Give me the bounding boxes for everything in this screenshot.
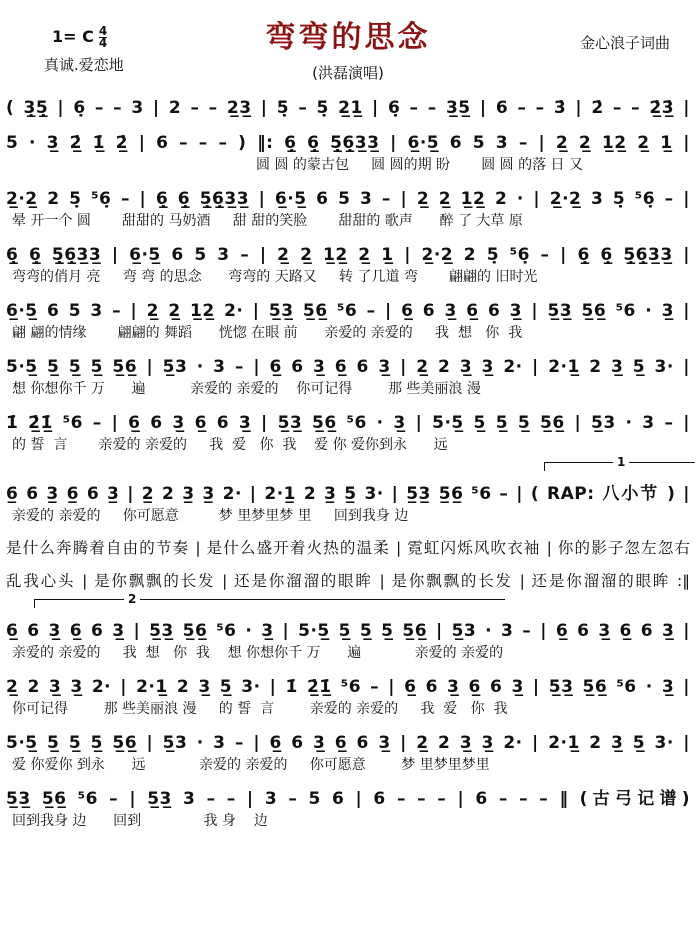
music-line: 5 · 3̲ 2̲̇ 1̲̇ 2̲̇ | 6 – – – ) ‖: 6̲̣ 6̲̣ 5̲̣6̲̣3̲3̲ | 6̲·5̲ 6 5 3 – | 2̲ 2̲ 1̲2̲ 2̲ 1̲ | xyxy=(6,133,690,153)
song-title: 弯弯的思念 xyxy=(265,20,431,55)
volta-bracket-line xyxy=(34,599,505,608)
rap-lyric-line: 乱我心头 | 是你飘飘的长发 | 还是你溜溜的眼眸 | 是你飘飘的长发 | 还是你溜溜的眼眸 :‖ xyxy=(6,572,690,590)
music-line: ( 3̲̣5̲̣ | 6̣ – – 3 | 2 – – 2̲3̲ | 5̣ – 5̣ 2̲1̲ | 6̣ – – 3̲5̲ | 6 – – 3̇ | 2̇ – – 2̲̇3̲̇ | xyxy=(6,98,690,118)
rap-lyric-line: 是什么奔腾着自由的节奏 | 是什么盛开着火热的温柔 | 霓虹闪烁风吹衣袖 | 你的影子忽左忽右 xyxy=(6,539,690,557)
music-line: 6̲ 6 3̲ 6̲ 6 3̲ | 2̲ 2 3̲ 3̲ 2· | 2·1̲ 2 3̲ 5̲ 3· | 5̲3̲ 5̲6̲ ⁵6 – | ( RAP: 八小节 ) | xyxy=(6,484,690,504)
music-line: 5̲3̲ 5̲6̲ ⁵6 – | 5̲3̲ 3 – – | 3 – 5 6 | 6 – – – | 6 – – – ‖ (古弓记谱) xyxy=(6,789,690,809)
volta-number-label: 2 xyxy=(124,592,140,606)
music-line: 5·5̲ 5̲ 5̲ 5̲ 5̲6̲ | 5̲3 · 3 – | 6̲ 6 3̲ 6̲ 6 3̲ | 2̲ 2 3̲ 3̲ 2· | 2·1̲ 2 3̲ 5̲ 3· | xyxy=(6,733,690,753)
lyric-line: 弯弯的俏月 亮 弯 弯 的思念 弯弯的 天路又 转 了几道 弯 翩翩的 旧时光 xyxy=(12,269,538,285)
music-line: 6̲·5̲ 6 5 3 – | 2̲ 2̲ 1̲2̲ 2· | 5̲3̲ 5̲6̲ ⁵6 – | 6̲ 6 3̲ 6̲ 6 3̲ | 5̲3̲ 5̲6̲ ⁵6 · 3̲ | xyxy=(6,301,690,321)
music-line: 2̲·2̲ 2 5̣ ⁵6̣ – | 6̲̣ 6̲̣ 5̲̣6̲̣3̲3̲ | 6̲·5̲ 6 5 3 – | 2̲ 2̲ 1̲2̲ 2 · | 2̲·2̲ 3 5̣ ⁵6̣ – | xyxy=(6,189,690,209)
volta-bracket-2 xyxy=(6,592,690,607)
lyric-line: 你可记得 那 些美丽浪 漫 的 誓 言 亲爱的 亲爱的 我 爱 你 我 xyxy=(12,701,508,717)
expression-marking: 真诚.爱恋地 xyxy=(44,56,124,74)
composer-credit: 金心浪子词曲 xyxy=(579,34,670,52)
lyric-line: 回到我身 边 回到 我 身 边 xyxy=(12,813,268,829)
score-body xyxy=(0,97,696,831)
lyric-line: 亲爱的 亲爱的 我 想 你 我 想 你想你千 万 遍 亲爱的 亲爱的 xyxy=(12,645,504,661)
music-line: 6̲̣ 6̲̣ 5̲̣6̲̣3̲3̲ | 6̲·5̲ 6 5 3 – | 2̲ 2̲ 1̲2̲ 2̲ 1̲ | 2̲·2̲ 2 5̣ ⁵6̣ – | 6̲̣ 6̲̣ 5̲̣6̲̣3̲3̲ | xyxy=(6,245,690,265)
volta-bracket-1 xyxy=(6,455,690,470)
time-signature-denominator: 4 xyxy=(98,36,108,50)
volta-number-label: 1 xyxy=(613,455,629,469)
lyric-line: 的 誓 言 亲爱的 亲爱的 我 爱 你 我 爱 你 爱你到永 远 xyxy=(12,437,448,453)
lyric-line: 亲爱的 亲爱的 你可愿意 梦 里梦里梦 里 回到我身 边 xyxy=(12,508,409,524)
lyric-line: 晕 开一个 圆 甜甜的 马奶酒 甜 甜的笑脸 甜甜的 歌声 醉 了 大草 原 xyxy=(12,213,523,229)
lyric-line: 圆 圆 的蒙古包 圆 圆的期 盼 圆 圆 的落 日 又 xyxy=(256,157,584,173)
lyric-line: 爱 你爱你 到永 远 亲爱的 亲爱的 你可愿意 梦 里梦里梦里 xyxy=(12,757,490,773)
music-line: 5·5̲ 5̲ 5̲ 5̲ 5̲6̲ | 5̲3 · 3 – | 6̲ 6 3̲ 6̲ 6 3̲ | 2̲ 2 3̲ 3̲ 2· | 2·1̲ 2 3̲ 5̲ 3· | xyxy=(6,357,690,377)
score-header xyxy=(0,0,696,84)
music-line: 1̇ 2̲̇1̲̇ ⁵6 – | 6̲ 6 3̲ 6̲ 6 3̲ | 5̲3̲ 5̲6̲ ⁵6 · 3̲ | 5·5̲ 5̲ 5̲ 5̲ 5̲6̲ | 5̲3 · 3 – | xyxy=(6,413,690,433)
performer-subtitle: (洪磊演唱) xyxy=(312,64,384,82)
music-line: 6̲ 6 3̲ 6̲ 6 3̲ | 5̲3̲ 5̲6̲ ⁵6 · 3̲ | 5·5̲ 5̲ 5̲ 5̲ 5̲6̲ | 5̲3 · 3 – | 6̲ 6 3̲ 6̲ 6 3̲ | xyxy=(6,621,690,641)
key-label: 1= C xyxy=(52,27,94,46)
time-signature-numerator: 4 xyxy=(98,24,108,38)
lyric-line: 想 你想你千 万 遍 亲爱的 亲爱的 你可记得 那 些美丽浪 漫 xyxy=(12,381,481,397)
music-line: 2̲ 2 3̲ 3̲ 2· | 2·1̲ 2 3̲ 5̲ 3· | 1̇ 2̲̇1̲̇ ⁵6 – | 6̲ 6 3̲ 6̲ 6 3̲ | 5̲3̲ 5̲6̲ ⁵6 · 3̲ | xyxy=(6,677,690,697)
lyric-line: 翩 翩的情缘 翩翩的 舞蹈 恍惚 在眼 前 亲爱的 亲爱的 我 想 你 我 xyxy=(12,325,523,341)
